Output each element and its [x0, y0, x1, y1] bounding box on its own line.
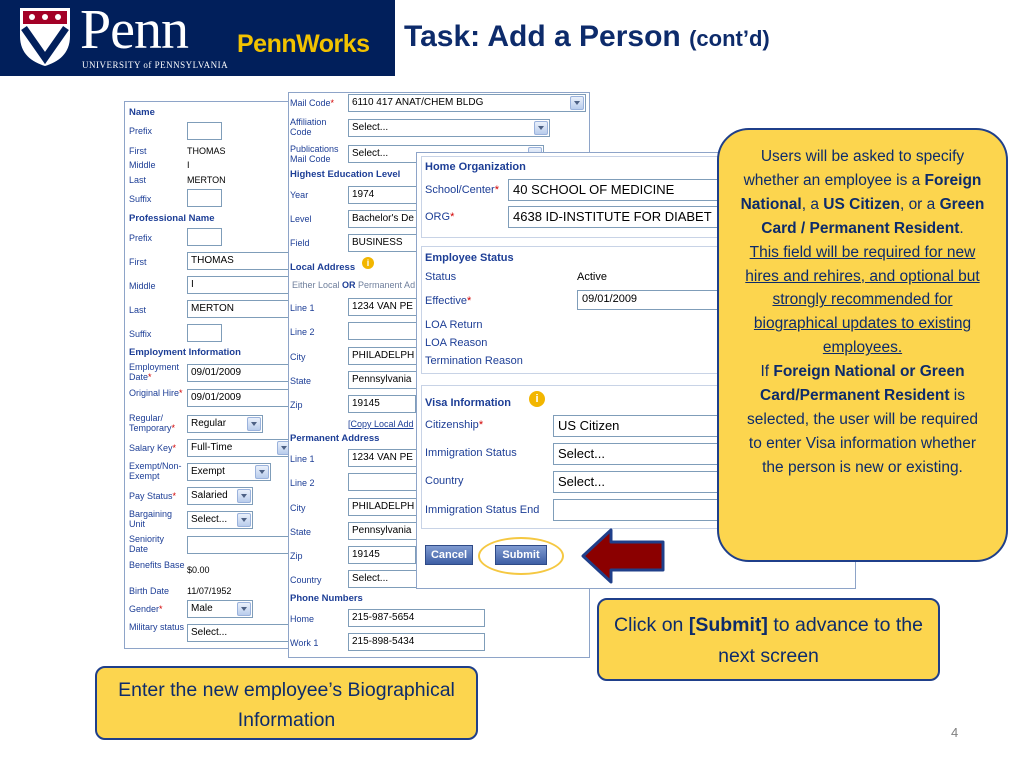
zip-label: Zip: [290, 400, 303, 410]
gender-select[interactable]: Male: [187, 600, 253, 618]
chevron-down-icon: [255, 465, 269, 479]
prefix-input[interactable]: [187, 122, 222, 140]
seniority-date-input[interactable]: [187, 536, 293, 554]
pay-status-select[interactable]: Salaried: [187, 487, 253, 505]
address-note: Either Local OR Permanent Ad: [292, 280, 416, 290]
phone-numbers-heading: Phone Numbers: [290, 593, 363, 604]
name-section-heading: Name: [129, 107, 155, 118]
copy-local-address-link[interactable]: [Copy Local Add: [348, 419, 414, 429]
prof-prefix-input[interactable]: [187, 228, 222, 246]
chevron-down-icon: [534, 121, 548, 135]
app-name: PennWorks: [237, 30, 370, 58]
page-number: 4: [951, 725, 959, 740]
citizenship-callout: Users will be asked to specify whether an employee is a Foreign National, a US Citizen, or a Green Card / Permanent Resident. This field will be required for new hires and rehires, and optional but strongly recommended for biographical updates to existing employees. If Foreign National or Green Card/Permanent Resident is selected, the user will be required to enter Visa information whether the person is new or existing.: [717, 128, 1008, 562]
birth-date-label: Birth Date: [129, 586, 170, 596]
info-icon[interactable]: i: [362, 257, 374, 269]
regular-temporary-select[interactable]: Regular: [187, 415, 263, 433]
visa-country-select[interactable]: Select...: [553, 471, 758, 493]
publications-mail-code-label: Publications Mail Code: [290, 144, 339, 164]
affiliation-code-label: Affiliation Code: [290, 117, 327, 137]
chevron-down-icon: [237, 513, 251, 527]
submit-button[interactable]: Submit: [495, 545, 547, 565]
perm-state-label: State: [290, 527, 312, 537]
effective-input[interactable]: 09/01/2009: [577, 290, 758, 310]
biographical-form-panel: [124, 101, 294, 649]
last-label: Last: [129, 175, 147, 185]
citizenship-select[interactable]: US Citizen: [553, 415, 758, 437]
education-heading: Highest Education Level: [290, 169, 401, 180]
suffix-input[interactable]: [187, 189, 222, 207]
org-label: ORG*: [425, 211, 455, 223]
perm-zip-label: Zip: [290, 551, 303, 561]
school-center-label: School/Center*: [425, 184, 499, 196]
level-label: Level: [290, 214, 312, 224]
year-label: Year: [290, 190, 309, 200]
penn-logo-sub: UNIVERSITY of PENNSYLVANIA: [82, 60, 229, 70]
arrow-left-icon: [581, 528, 667, 584]
slide-title: [404, 20, 770, 54]
slide-title-main: Task: Add a Person: [404, 20, 681, 53]
chevron-down-icon: [570, 96, 584, 110]
benefits-base-label: Benefits Base: [129, 560, 185, 570]
bargaining-unit-label: Bargaining Unit: [129, 509, 173, 529]
perm-city-input[interactable]: PHILADELPH: [348, 498, 428, 516]
permanent-address-heading: Permanent Address: [290, 433, 380, 444]
prof-first-label: First: [129, 257, 147, 267]
employment-info-heading: Employment Information: [129, 347, 241, 358]
visa-info-heading: Visa Information: [425, 397, 511, 409]
prof-suffix-label: Suffix: [129, 329, 152, 339]
status-value: Active: [577, 271, 607, 283]
publications-mail-code-select[interactable]: Select...: [348, 145, 544, 163]
submit-callout: Click on [Submit] to advance to the next screen: [597, 598, 940, 681]
prefix-label: Prefix: [129, 126, 153, 136]
prof-middle-input[interactable]: I: [187, 276, 293, 294]
suffix-label: Suffix: [129, 194, 152, 204]
line1-label: Line 1: [290, 303, 315, 313]
year-input[interactable]: 1974: [348, 186, 428, 204]
professional-name-heading: Professional Name: [129, 213, 215, 224]
field-input[interactable]: BUSINESS: [348, 234, 428, 252]
home-phone-input[interactable]: 215-987-5654: [348, 609, 485, 627]
immigration-status-select[interactable]: Select...: [553, 443, 758, 465]
original-hire-input[interactable]: 09/01/2009: [187, 389, 293, 407]
city-label: City: [290, 352, 306, 362]
work-phone-input[interactable]: 215-898-5434: [348, 633, 485, 651]
termination-reason-label: Termination Reason: [425, 355, 523, 367]
city-input[interactable]: PHILADELPH: [348, 347, 428, 365]
status-label: Status: [425, 271, 457, 283]
loa-reason-label: LOA Reason: [425, 337, 488, 349]
country-label: Country: [290, 575, 322, 585]
first-value: THOMAS: [187, 146, 226, 156]
perm-state-select[interactable]: Pennsylvania: [348, 522, 428, 540]
exempt-select[interactable]: Exempt: [187, 463, 271, 481]
visa-country-label: Country: [425, 475, 464, 487]
prof-suffix-input[interactable]: [187, 324, 222, 342]
salary-key-select[interactable]: Full-Time: [187, 439, 293, 457]
effective-label: Effective*: [425, 295, 472, 307]
perm-line1-input[interactable]: 1234 VAN PE: [348, 449, 428, 467]
military-status-label: Military status: [129, 622, 185, 632]
state-select[interactable]: Pennsylvania: [348, 371, 428, 389]
school-center-input[interactable]: 40 SCHOOL OF MEDICINE: [508, 179, 758, 201]
submit-highlight-oval: [478, 537, 564, 575]
bargaining-unit-select[interactable]: Select...: [187, 511, 253, 529]
perm-line2-label: Line 2: [290, 478, 315, 488]
salary-key-label: Salary Key*: [129, 443, 177, 453]
chevron-down-icon: [237, 602, 251, 616]
employee-status-heading: Employee Status: [425, 252, 514, 264]
slide-title-suffix: (cont’d): [689, 26, 770, 51]
cancel-button[interactable]: Cancel: [425, 545, 473, 565]
last-value: MERTON: [187, 175, 226, 185]
loa-return-label: LOA Return: [425, 319, 483, 331]
header-banner: [0, 0, 395, 76]
mail-code-label: Mail Code*: [290, 98, 335, 108]
gender-label: Gender*: [129, 604, 163, 614]
prof-middle-label: Middle: [129, 281, 156, 291]
penn-shield-icon: [18, 6, 72, 68]
home-org-heading: Home Organization: [425, 161, 526, 173]
line2-label: Line 2: [290, 327, 315, 337]
affiliation-code-select[interactable]: Select...: [348, 119, 550, 137]
first-label: First: [129, 146, 147, 156]
employment-date-label: Employment Date*: [129, 362, 180, 382]
line1-input[interactable]: 1234 VAN PE: [348, 298, 428, 316]
penn-logo-word: Penn: [80, 0, 188, 61]
citizenship-label: Citizenship*: [425, 419, 484, 431]
benefits-base-value: $0.00: [187, 565, 210, 575]
exempt-label: Exempt/Non-Exempt: [129, 461, 182, 481]
mail-code-select[interactable]: 6110 417 ANAT/CHEM BLDG: [348, 94, 586, 112]
zip-input[interactable]: 19145: [348, 395, 416, 413]
perm-line1-label: Line 1: [290, 454, 315, 464]
level-select[interactable]: Bachelor's De: [348, 210, 428, 228]
local-address-heading: Local Address: [290, 262, 356, 273]
prof-last-input[interactable]: MERTON: [187, 300, 293, 318]
country-select[interactable]: Select...: [348, 570, 428, 588]
employment-date-input[interactable]: 09/01/2009: [187, 364, 293, 382]
immigration-status-end-label: Immigration Status End: [425, 504, 540, 516]
seniority-date-label: Seniority Date: [129, 534, 165, 554]
chevron-down-icon: [247, 417, 261, 431]
birth-date-value: 11/07/1952: [187, 586, 232, 596]
prof-last-label: Last: [129, 305, 147, 315]
perm-zip-input[interactable]: 19145: [348, 546, 416, 564]
biographical-callout: Enter the new employee’s Biographical Information: [95, 666, 478, 740]
field-label: Field: [290, 238, 310, 248]
state-label: State: [290, 376, 312, 386]
pay-status-label: Pay Status*: [129, 491, 177, 501]
home-phone-label: Home: [290, 614, 315, 624]
middle-label: Middle: [129, 160, 156, 170]
original-hire-label: Original Hire*: [129, 388, 183, 398]
military-status-select[interactable]: Select...: [187, 624, 293, 642]
perm-city-label: City: [290, 503, 306, 513]
work-phone-label: Work 1: [290, 638, 319, 648]
info-icon[interactable]: i: [529, 391, 545, 407]
middle-value: I: [187, 160, 190, 170]
org-input[interactable]: 4638 ID-INSTITUTE FOR DIABET: [508, 206, 758, 228]
chevron-down-icon: [237, 489, 251, 503]
prof-prefix-label: Prefix: [129, 233, 153, 243]
immigration-status-label: Immigration Status: [425, 447, 517, 459]
prof-first-input[interactable]: THOMAS: [187, 252, 293, 270]
regular-temporary-label: Regular/ Temporary*: [129, 413, 176, 433]
